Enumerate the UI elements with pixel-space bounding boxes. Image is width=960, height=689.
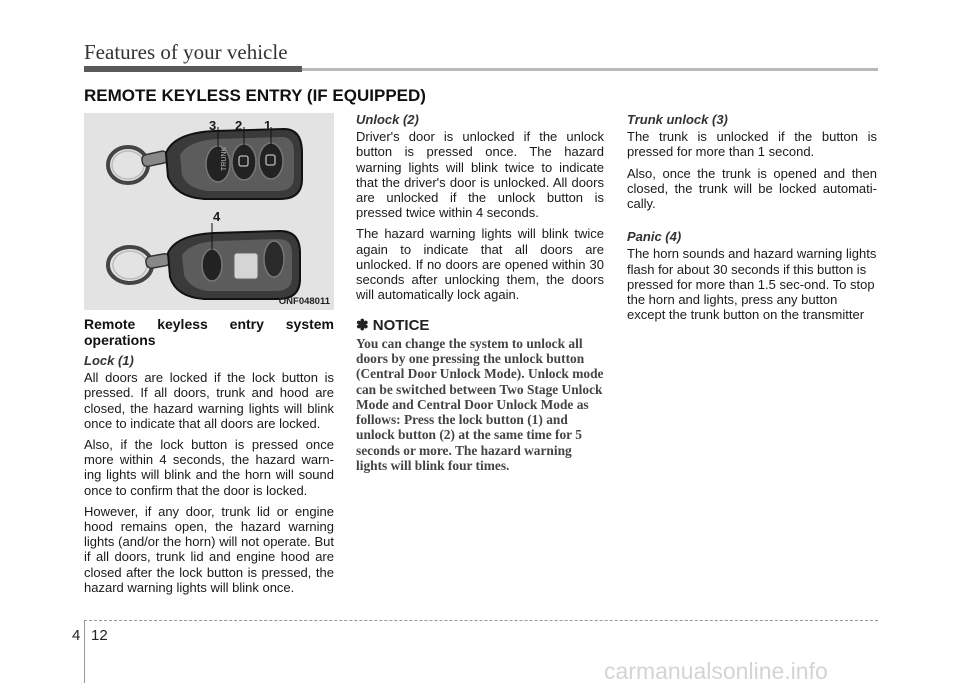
header-rule-light xyxy=(302,68,878,71)
subsection-heading: Remote keyless entry system operations xyxy=(84,316,334,348)
key-fob-figure xyxy=(84,113,334,310)
column-3 xyxy=(627,112,877,328)
lock-paragraph-3: However, if any door, trunk lid or engine hood remains open, the hazard warning lights (and/or the horn) will not operate. But if all doors, trunk lid and engine hood are closed after the lock button is pressed, the hazard warning lights will blink once. xyxy=(84,503,334,595)
chapter-header-title: Features of your vehicle xyxy=(84,40,288,64)
notice-text: You can change the system to unlock all doors by one pressing the unlock button (Central Door Unlock Mode). Unlock mode can be switched between Two Stage Unlock Mode and Central Door Unlock Mode as follows: Press the lock button (1) and unlock button (2) at the same time for 5 seconds or more. The hazard warning lights will blink four times. xyxy=(356,335,604,474)
lock-paragraph-1: All doors are locked if the lock button is pressed. If all doors, trunk and hood are closed, the hazard warning lights will blink once to indicate that all doors are locked. xyxy=(84,370,334,431)
notice-title: ✽ NOTICE xyxy=(356,317,430,335)
callout-1: 1 xyxy=(264,118,272,133)
trunk-unlock-subheading: Trunk unlock (3) xyxy=(627,112,728,127)
column-2 xyxy=(356,112,604,473)
panic-button-4 xyxy=(202,249,222,281)
panic-subheading: Panic (4) xyxy=(627,229,682,245)
trunk-paragraph-1: The trunk is unlocked if the button is pressed for more than 1 second. xyxy=(627,129,877,160)
callout-4: 4 xyxy=(213,209,221,224)
callout-2: 2 xyxy=(235,118,243,133)
chapter-number: 4 xyxy=(72,627,81,644)
figure-code: ONF048011 xyxy=(278,296,330,307)
unlock-paragraph-2: The hazard warning lights will blink twice again to indicate that all doors are unlocked. If no doors are opened within 30 seconds after unlocking them, the doors will automatically lock again. xyxy=(356,226,604,303)
callout-3: 3 xyxy=(209,118,217,133)
watermark: carmanualsonline.info xyxy=(604,658,828,684)
svg-text:TRUNK: TRUNK xyxy=(221,146,228,171)
header-rule-dark xyxy=(84,66,302,72)
footer-rule xyxy=(84,620,878,621)
unlock-paragraph-1: Driver's door is unlocked if the unlock button is pressed once. The hazard warning lights will blink twice to indicate that the driver's door is unlocked. All doors are unlocked if the unlock button is pressed twice within 4 seconds. xyxy=(356,129,604,221)
section-title: REMOTE KEYLESS ENTRY (IF EQUIPPED) xyxy=(84,86,426,105)
key-fob-illustration xyxy=(84,113,334,310)
lock-paragraph-2: Also, if the lock button is pressed once more within 4 seconds, the hazard warn-ing lights will blink and the horn will sound once to confirm that the door is locked. xyxy=(84,437,334,498)
unlock-subheading: Unlock (2) xyxy=(356,112,419,127)
footer-divider xyxy=(84,621,85,683)
lock-button-1 xyxy=(259,143,283,179)
column-1 xyxy=(84,316,334,601)
trunk-paragraph-2: Also, once the trunk is opened and then closed, the trunk will be locked automati-cally. xyxy=(627,165,877,212)
unlock-button-2 xyxy=(232,144,256,180)
lock-subheading: Lock (1) xyxy=(84,353,134,368)
page-number: 12 xyxy=(91,627,108,644)
panic-paragraph: The horn sounds and hazard warning lights flash for about 30 seconds if this button is pressed for more than 1.5 sec-ond. To stop the horn and lights, press any button except the trunk button on the transmitter xyxy=(627,246,877,323)
